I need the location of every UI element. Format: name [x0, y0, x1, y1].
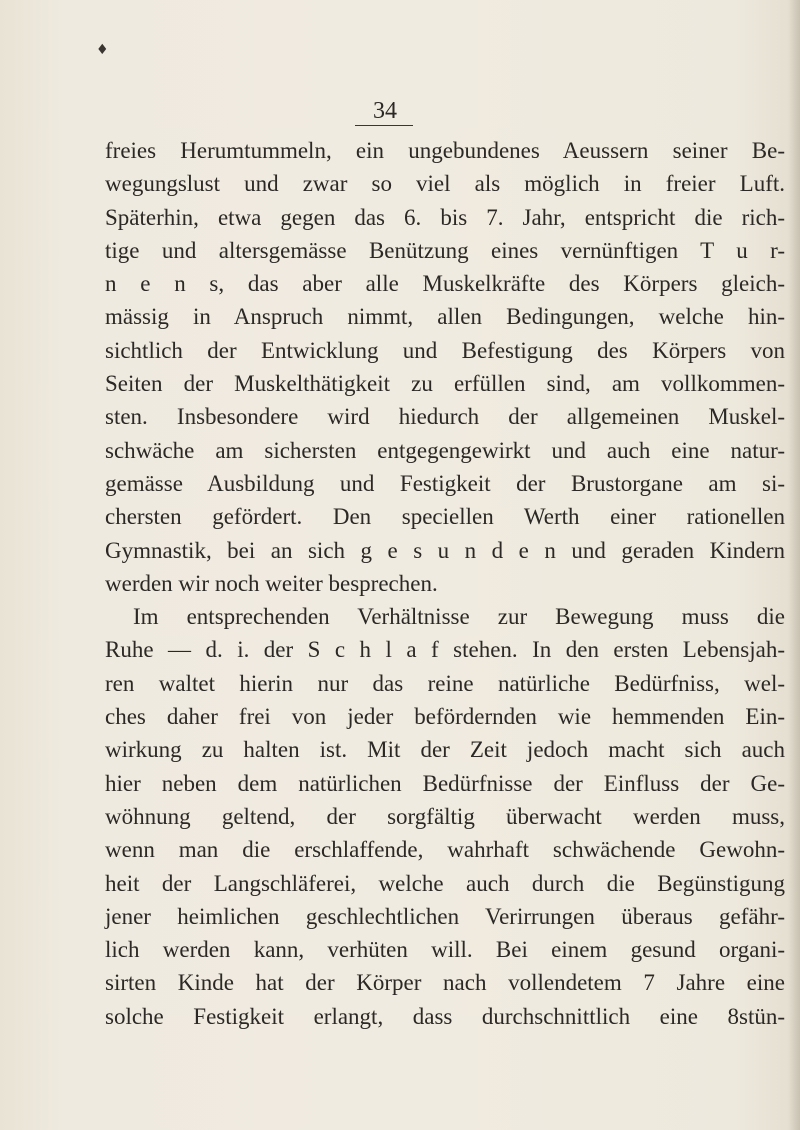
text-line: sichtlich der Entwicklung und Befestigung des Körpers von: [105, 337, 785, 363]
text-line-paragraph-start: Im entsprechenden Verhältnisse zur Bewegung muss die: [133, 604, 785, 630]
text-line: wegungslust und zwar so viel als möglich in freier Luft.: [105, 171, 785, 197]
text-line: sirten Kinde hat der Körper nach vollendetem 7 Jahre eine: [105, 970, 785, 996]
page-edge-shadow: [788, 0, 800, 1130]
text-line: gemässe Ausbildung und Festigkeit der Brustorgane am si-: [105, 470, 785, 496]
text-line-paragraph-end: werden wir noch weiter besprechen.: [105, 570, 438, 596]
text-line: tige und altersgemässe Benützung eines vernünftigen T u r-: [105, 237, 785, 263]
text-line: mässig in Anspruch nimmt, allen Bedingungen, welche hin-: [105, 304, 785, 330]
text-line: n e n s, das aber alle Muskelkräfte des Körpers gleich-: [105, 271, 785, 297]
text-line: lich werden kann, verhüten will. Bei einem gesund organi-: [105, 937, 785, 963]
text-line: Späterhin, etwa gegen das 6. bis 7. Jahr, entspricht die rich-: [105, 204, 785, 230]
text-line: heit der Langschläferei, welche auch durch die Begünstigung: [105, 870, 785, 896]
text-line: wirkung zu halten ist. Mit der Zeit jedoch macht sich auch: [105, 737, 785, 763]
body-text: [105, 134, 785, 1033]
text-line: sten. Insbesondere wird hiedurch der allgemeinen Muskel-: [105, 404, 785, 430]
text-line: schwäche am sichersten entgegengewirkt und auch eine natur-: [105, 437, 785, 463]
text-line: Seiten der Muskelthätigkeit zu erfüllen sind, am vollkommen-: [105, 371, 785, 397]
ink-speck: ♦: [96, 42, 109, 58]
text-line: ches daher frei von jeder befördernden wie hemmenden Ein-: [105, 704, 785, 730]
text-line: wöhnung geltend, der sorgfältig überwacht werden muss,: [105, 803, 785, 829]
text-line: jener heimlichen geschlechtlichen Verirrungen überaus gefähr-: [105, 903, 785, 929]
text-line: hier neben dem natürlichen Bedürfnisse der Einfluss der Ge-: [105, 770, 785, 796]
page-number: 34: [373, 98, 397, 124]
text-line: solche Festigkeit erlangt, dass durchschnittlich eine 8stün-: [105, 1003, 785, 1029]
text-line: ren waltet hierin nur das reine natürliche Bedürfniss, wel-: [105, 670, 785, 696]
text-line: freies Herumtummeln, ein ungebundenes Aeussern seiner Be-: [105, 138, 785, 163]
text-line: Gymnastik, bei an sich g e s u n d e n und geraden Kindern: [105, 537, 785, 563]
text-line: Ruhe — d. i. der S c h l a f stehen. In den ersten Lebensjah-: [105, 637, 785, 663]
text-line: chersten gefördert. Den speciellen Werth einer rationellen: [105, 504, 785, 530]
page-number-rule: [355, 125, 413, 126]
text-line: wenn man die erschlaffende, wahrhaft schwächende Gewohn-: [105, 837, 785, 863]
